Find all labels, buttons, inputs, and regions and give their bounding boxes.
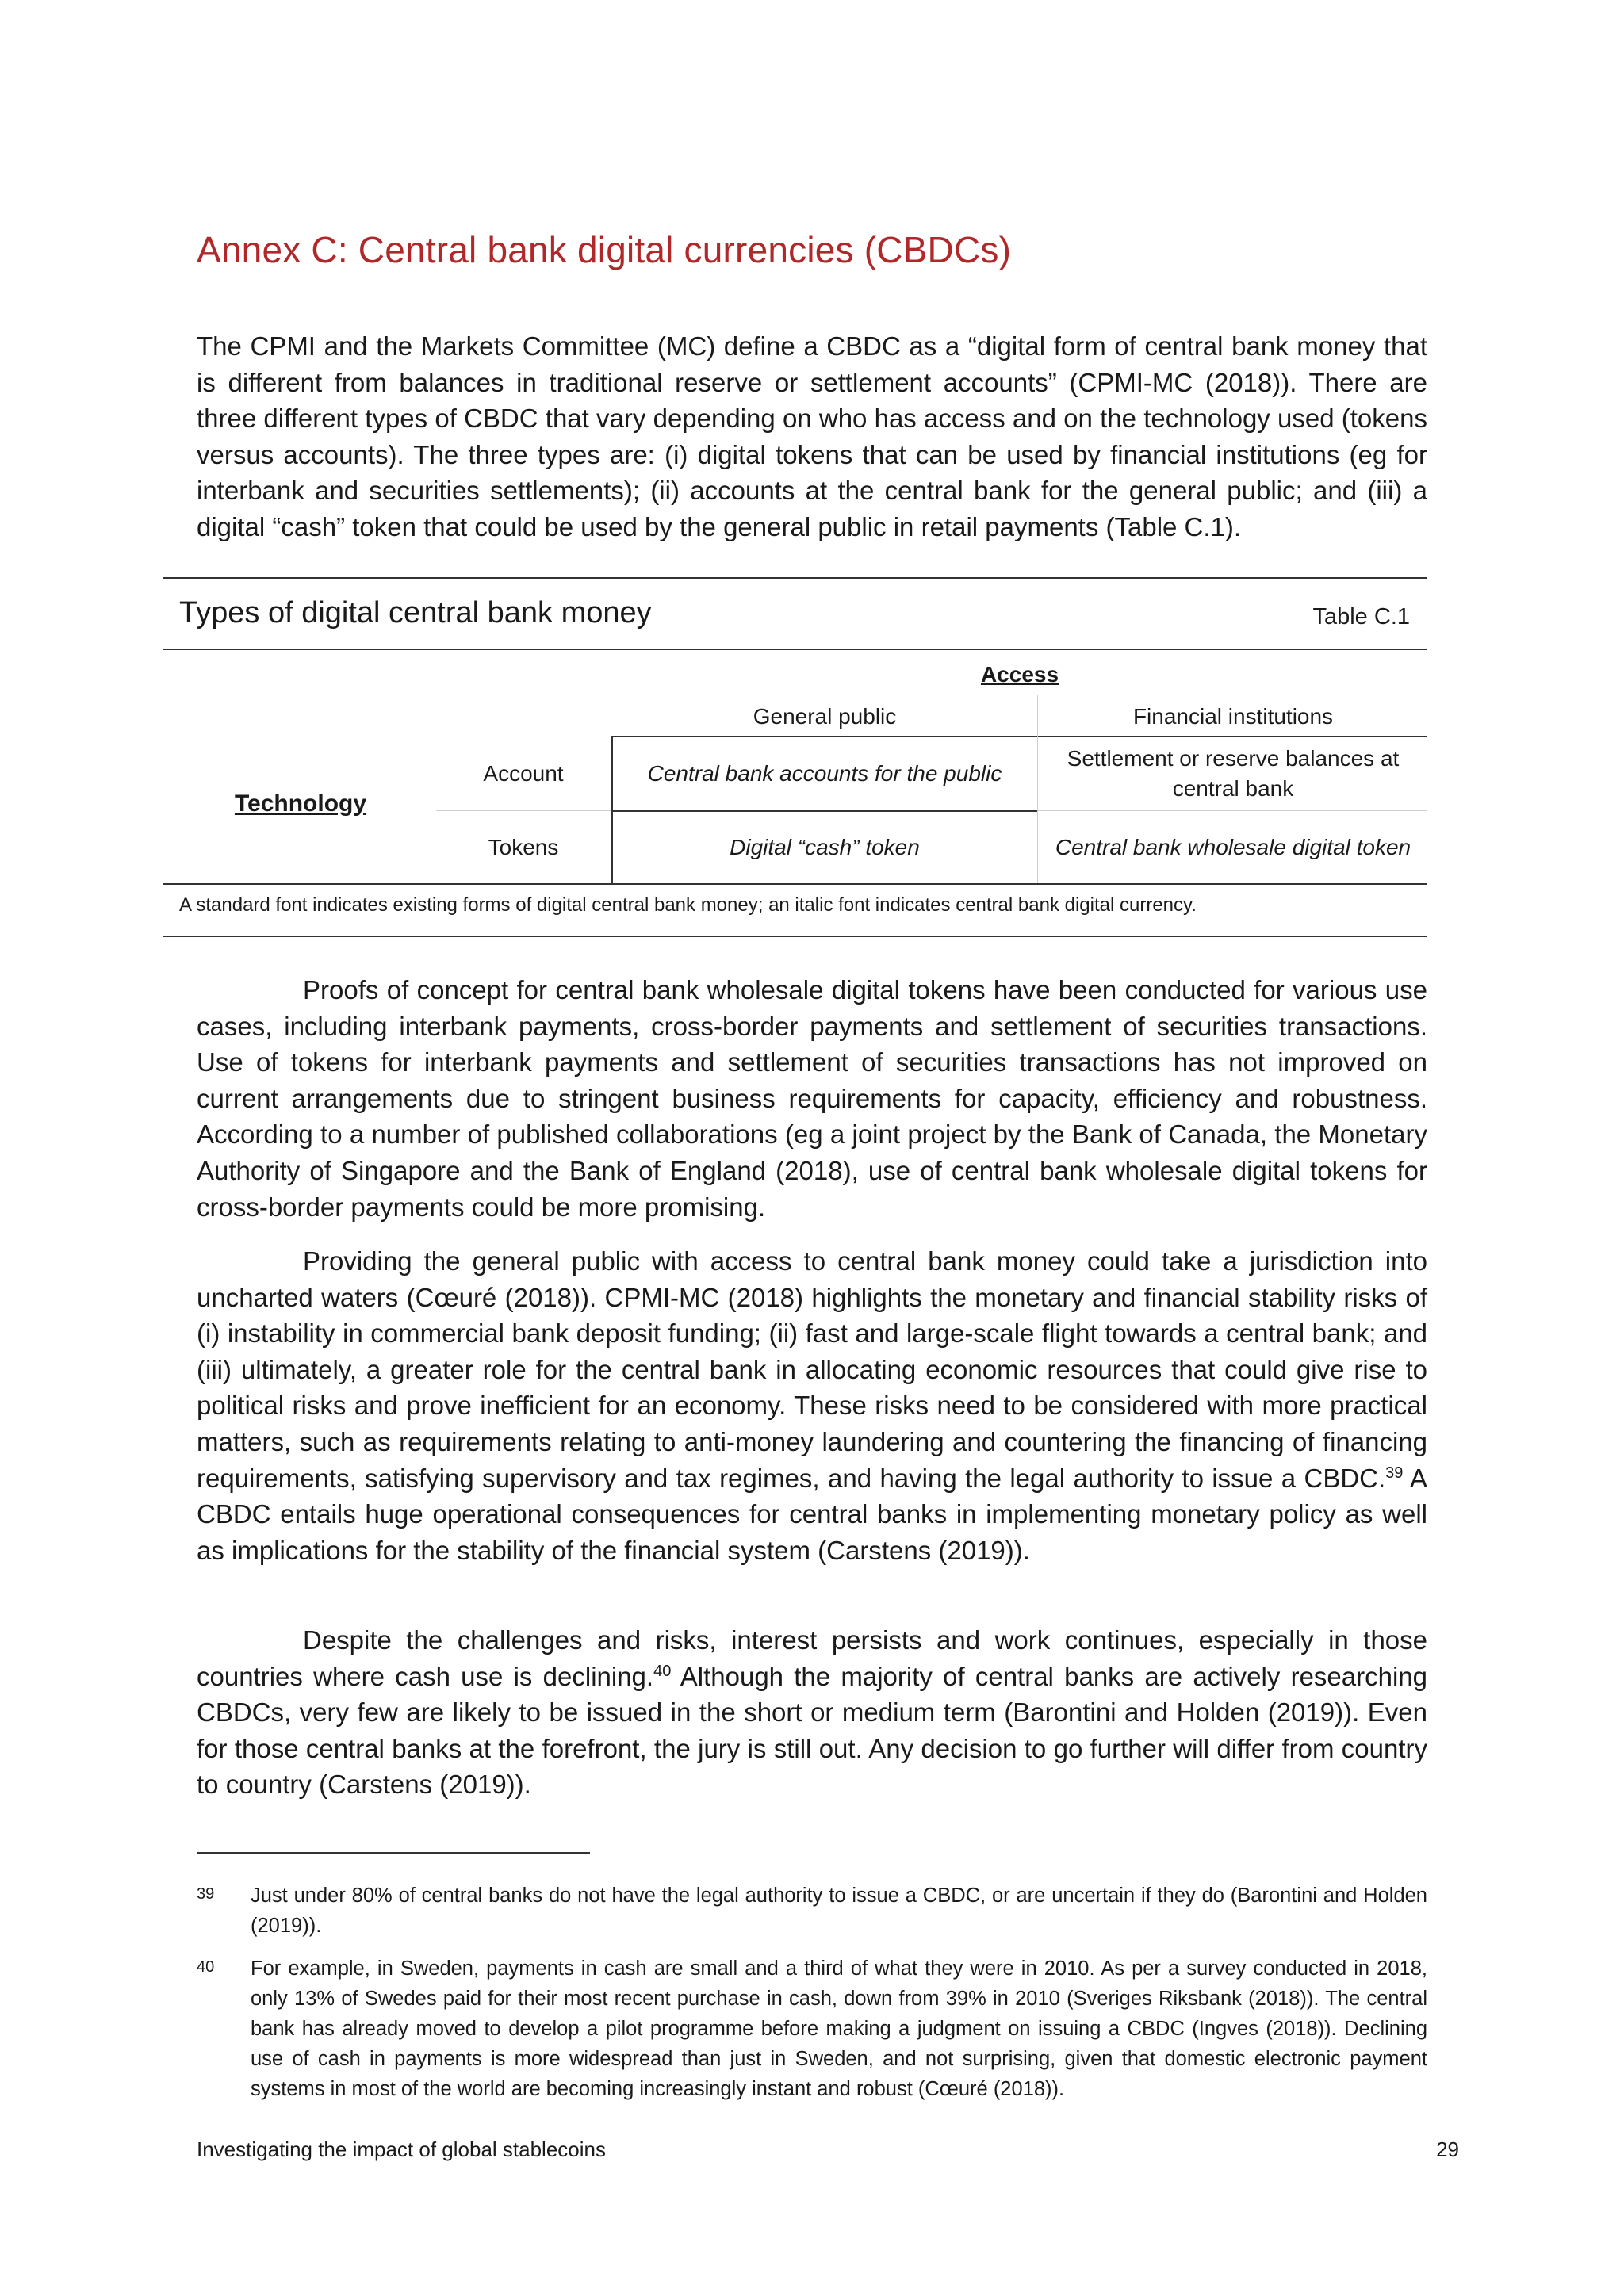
table-reference: Table C.1 <box>1312 604 1410 629</box>
cell-account-financial-institutions: Settlement or reserve balances at central bank <box>1067 746 1400 801</box>
paragraph-challenges <box>197 1622 1427 1803</box>
footnote-number: 39 <box>197 1885 215 1903</box>
row-header-account: Account <box>483 761 564 786</box>
row-divider-right <box>1037 810 1427 811</box>
cell-account-general-public: Central bank accounts for the public <box>647 761 1002 786</box>
row-divider-left <box>436 810 612 811</box>
header-divider <box>1037 695 1038 736</box>
table-note: A standard font indicates existing forms of digital central bank money; an italic font indicates central bank digital currency. <box>179 894 1197 916</box>
table-top-rule <box>163 577 1427 579</box>
footnote-separator <box>197 1852 590 1854</box>
cell-tokens-general-public: Digital “cash” token <box>730 835 920 859</box>
intro-paragraph: The CPMI and the Markets Committee (MC) define a CBDC as a “digital form of central bank money that is different from balances in traditional reserve or settlement accounts” (CPMI-MC (2018)). There are three different types of CBDC that vary depending on who has access and on the technology used (tokens versus accounts). The three types are: (i) digital tokens that can be used by financial institutions (eg for interbank and securities settlements); (ii) accounts at the central bank for the general public; and (iii) a digital “cash” token that could be used by the general public in retail payments (Table C.1). <box>197 331 1427 541</box>
row-header-tokens: Tokens <box>488 835 559 859</box>
paragraph-text: Despite the challenges and risks, interest persists and work continues, especially in those countries where cash use is declining. <box>197 1625 1427 1691</box>
paragraph-text: Although the majority of central banks are actively researching CBDCs, very few are likely to be issued in the short or medium term (Barontini and Holden (2019)). Even for those central banks at the forefront, the jury is still out. Any decision to go further will differ from country to country (Carstens (2019)). <box>197 1661 1428 1800</box>
footnote-number: 40 <box>197 1958 215 1976</box>
access-header: Access <box>980 662 1059 687</box>
cell-tokens-financial-institutions: Central bank wholesale digital token <box>1055 835 1411 859</box>
technology-header: Technology <box>234 790 367 817</box>
grid-vline-left <box>611 736 613 883</box>
table-title-rule <box>163 649 1427 650</box>
paragraph-wholesale-tokens: Proofs of concept for central bank wholesale digital tokens have been conducted for various use cases, including interbank payments, cross-border payments and settlement of securities transactions. Use of tokens for interbank payments and settlement of securities transactions has not improved on current arrangements due to stringent business requirements for capacity, efficiency and robustness. According to a number of published collaborations (eg a joint project by the Bank of Canada, the Monetary Authority of Singapore and the Bank of England (2018), use of central bank wholesale digital tokens for cross-border payments could be more promising. <box>197 975 1427 1222</box>
table-title: Types of digital central bank money <box>179 596 652 629</box>
paragraph-text: A CBDC entails huge operational consequences for central banks in implementing monetary policy as well as implications for the stability of the financial system (Carstens (2019)). <box>197 1463 1428 1565</box>
table-bottom-rule <box>163 936 1427 937</box>
col-header-general-public: General public <box>753 704 897 729</box>
paragraph-general-public-access <box>197 1243 1427 1568</box>
paragraph-text: Providing the general public with access to central bank money could take a jurisdiction into uncharted waters (Cœuré (2018)). CPMI-MC (2018) highlights the monetary and financial stability risks of (i) instability in commercial bank deposit funding; (ii) fast and large-scale flight towards a central bank; and (iii) ultimately, a greater role for the central bank in allocating economic resources that could give rise to political risks and prove inefficient for an economy. These risks need to be considered with more practical matters, such as requirements relating to anti-money laundering and countering the financing of financing requirements, satisfying supervisory and tax regimes, and having the legal authority to issue a CBDC. <box>197 1246 1427 1493</box>
footnote-ref-39[interactable]: 39 <box>1385 1464 1404 1482</box>
table-body-bottom-rule <box>163 883 1427 885</box>
page-number: 29 <box>1436 2137 1459 2161</box>
annex-heading: Annex C: Central bank digital currencies (CBDCs) <box>197 229 1012 270</box>
footnote-ref-40[interactable]: 40 <box>653 1662 672 1680</box>
footer-title: Investigating the impact of global stablecoins <box>197 2137 606 2161</box>
footnote-40-text: For example, in Sweden, payments in cash are small and a third of what they were in 2010. As per a survey conducted in 2018, only 13% of Swedes paid for their most recent purchase in cash, down from 39% in 2010 (Sveriges Riksbank (2018)). The central bank has already moved to develop a pilot programme before making a judgment on issuing a CBDC (Ingves (2018)). Declining use of cash in payments is more widespread than just in Sweden, and not surprising, given that domestic electronic payment systems in most of the world are becoming increasingly instant and robust (Cœuré (2018)). <box>251 1957 1427 2100</box>
grid-vline-right <box>1037 736 1038 883</box>
footnote-39-text: Just under 80% of central banks do not have the legal authority to issue a CBDC, or are uncertain if they do (Barontini and Holden (2019)). <box>251 1885 1427 1937</box>
col-header-financial-institutions: Financial institutions <box>1132 704 1334 729</box>
